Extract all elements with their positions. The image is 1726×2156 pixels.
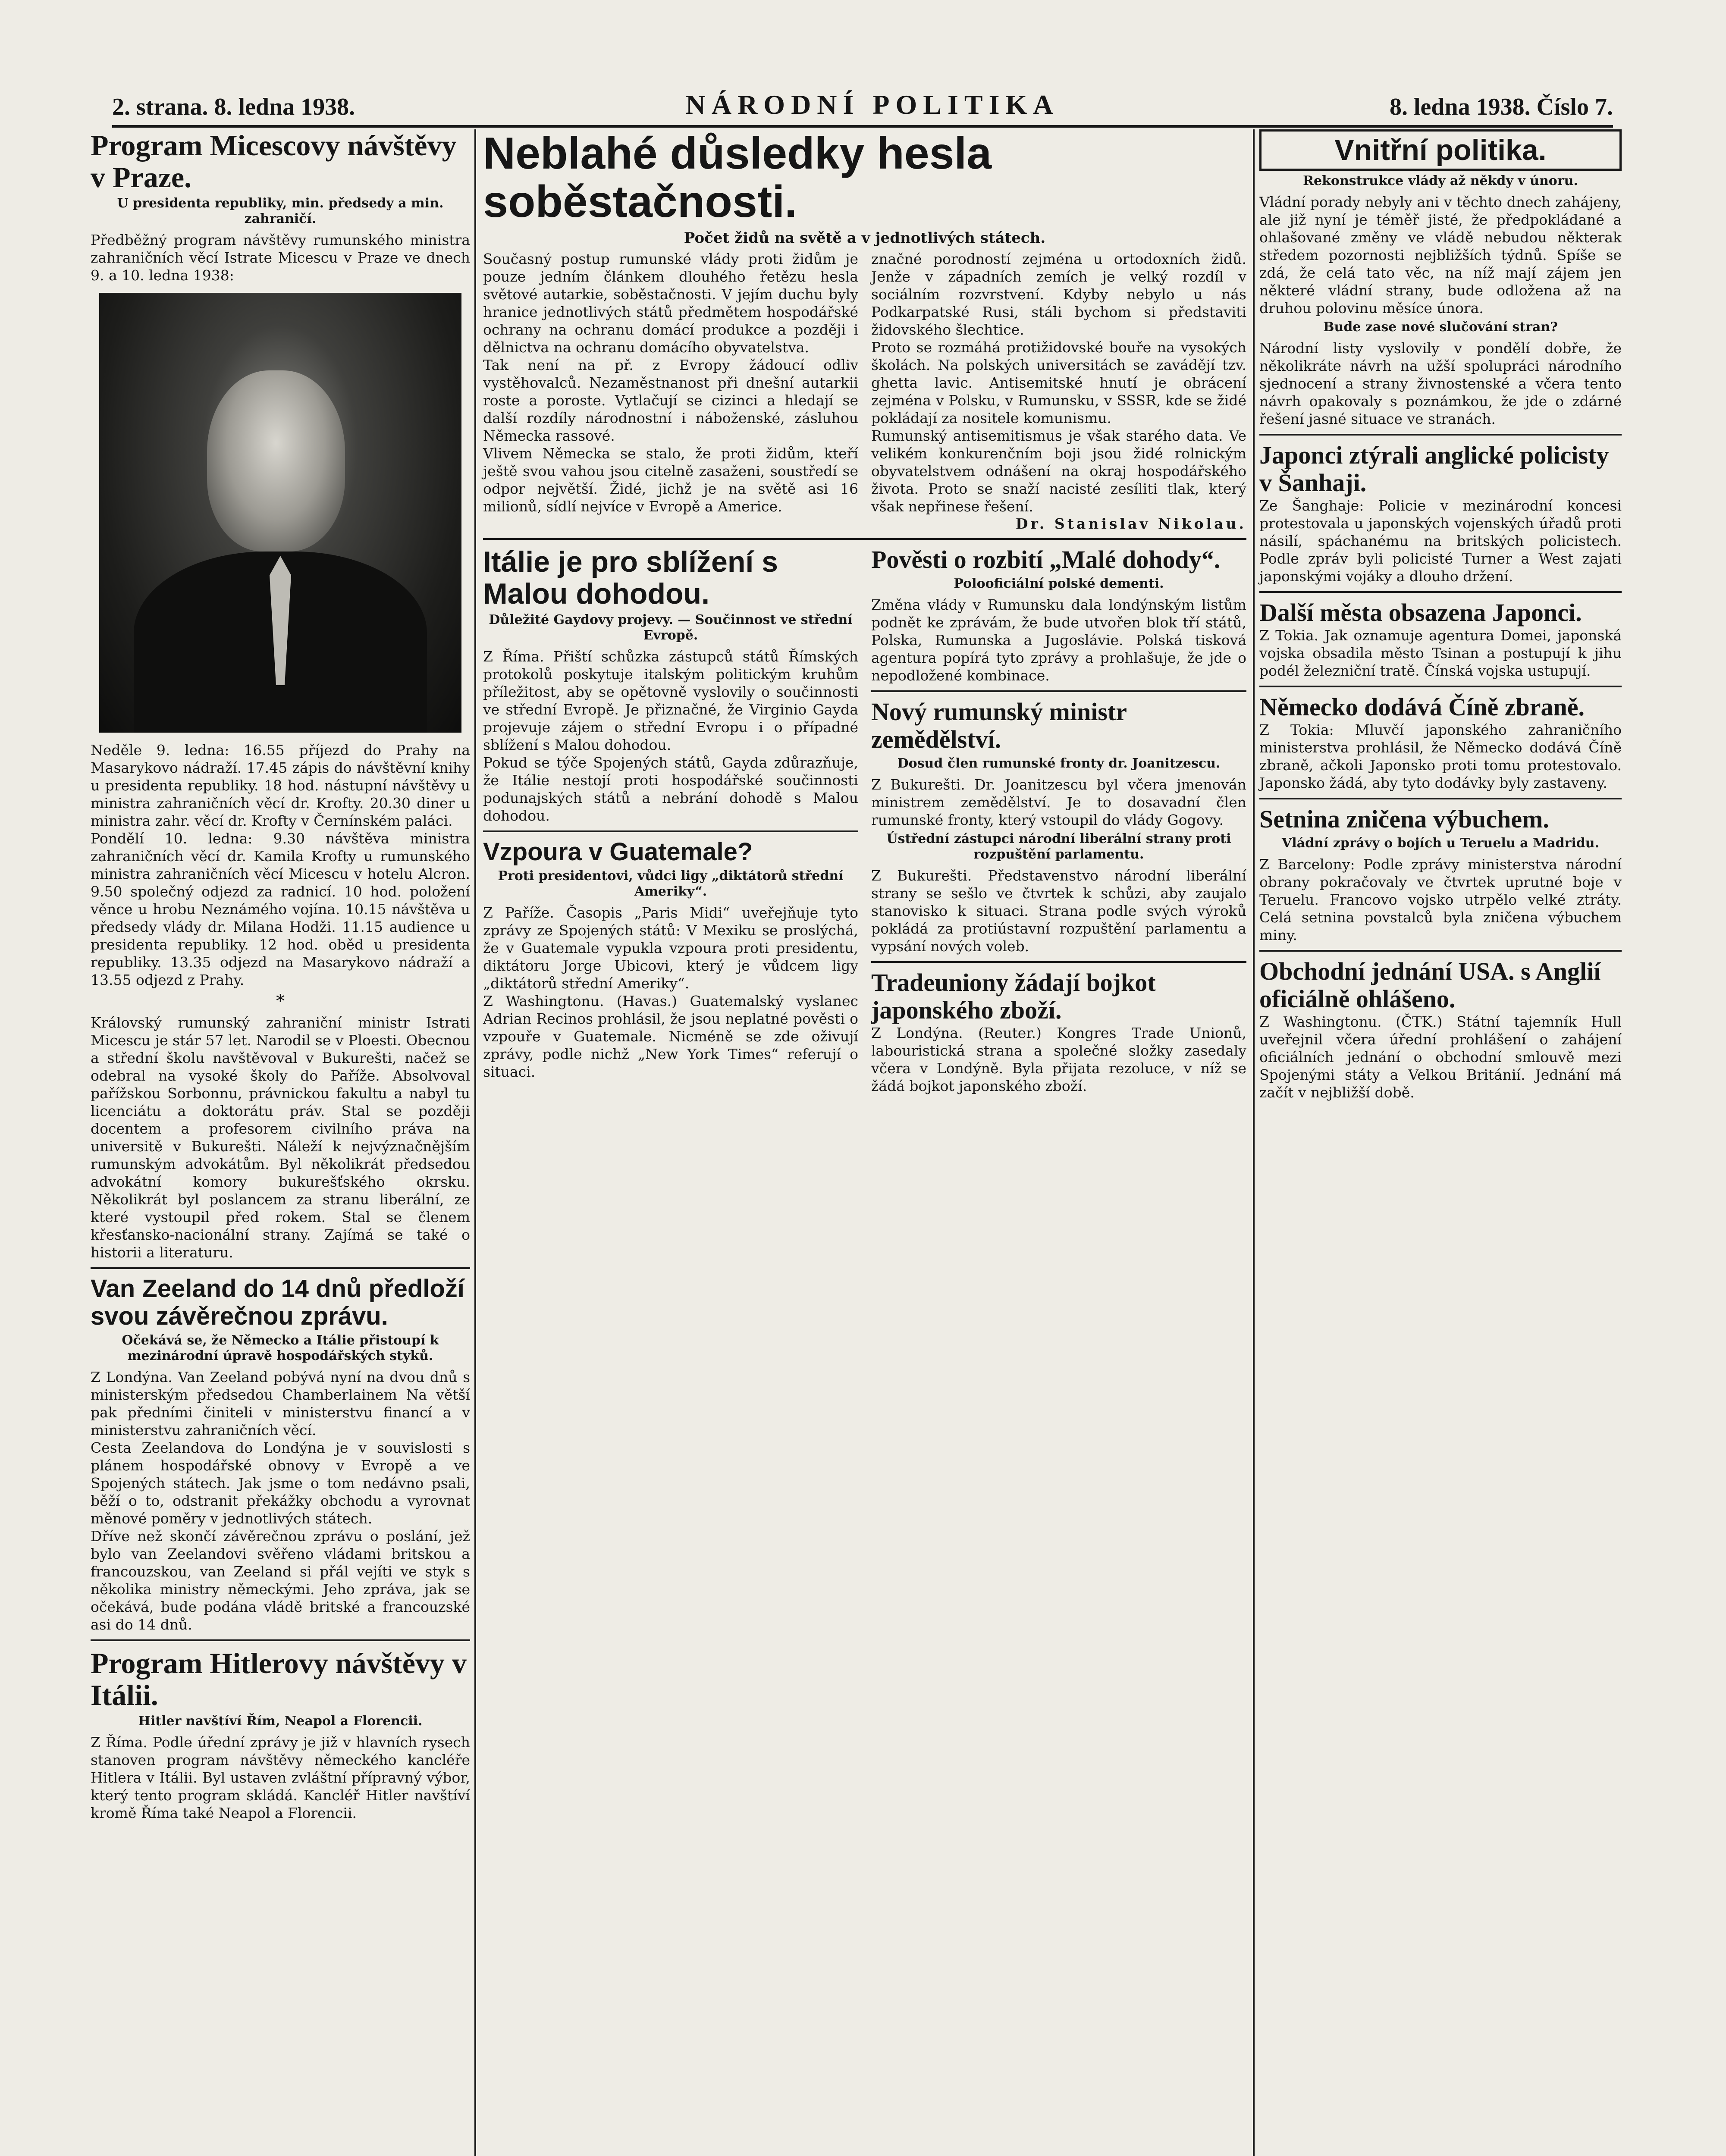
- divider: [871, 690, 1246, 692]
- article-paragraph: Pondělí 10. ledna: 9.30 návštěva ministra zahraničních věcí dr. Kamila Krofty u rumunského ministra zahraničních věcí Micescu v hotelu Alcron. 9.50 společný odjezd za radnicí. 10 hod. položení věnce u hrobu Neznámého vojína. 10.15 návštěva u předsedy vlády dr. Milana Hodži. 11.15 audience u presidenta republiky. 12 hod. oběd u presidenta republiky. 13.35 odjezd na Masarykovo nádraží a 13.55 odjezd z Prahy.: [91, 830, 470, 988]
- column-middle: [483, 129, 1246, 1095]
- article-subtitle: Důležité Gaydovy projevy. — Součinnost ve střední Evropě.: [489, 612, 853, 643]
- article-paragraph: Vládní porady nebyly ani v těchto dnech zahájeny, ale již nyní je téměř jisté, že předpokládané a ohlašované změny ve vládě nebudou některak středem pozornosti nejbližších týdnů. Spíše se zdá, že celá tato věc, na níž mají zájem jen některé vládní strany, bude odložena až na druhou polovinu měsíce února.: [1259, 194, 1622, 317]
- article-paragraph: Z Washingtonu. (ČTK.) Státní tajemník Hull uveřejnil včera úřední prohlášení o zahájení oficiálních jednání o obchodní smlouvě mezi Spojenými státy a Velkou Británií. Jednání má začít v nejbližší době.: [1259, 1013, 1622, 1101]
- column-left: [91, 129, 470, 1822]
- divider: [1259, 686, 1622, 687]
- divider: [1259, 950, 1622, 952]
- article-paragraph: Národní listy vyslovily v pondělí dobře, že několikráte návrh na užší spolupráci národního sjednocení a strany živnostenské a včera tento návrh opakovaly s poznámkou, že jde o zdárné řešení jasné situace ve stranách.: [1259, 340, 1622, 427]
- article-title: Itálie je pro sblížení s Malou dohodou.: [483, 545, 778, 610]
- article-paragraph: Z Bukurešti. Dr. Joanitzescu byl včera jmenován ministrem zemědělství. Je to dosavadní člen rumunské fronty, který vstoupil do vlády Gogovy.: [871, 776, 1246, 828]
- article-title: Vzpoura v Guatemale?: [483, 838, 753, 866]
- article-paragraph: Cesta Zeelandova do Londýna je v souvislosti s plánem hospodářské obnovy v Evropě a ve Spojených státech. Jak jsme o tom nedávno psali, běží o to, odstranit překážky obchodu a vyrovnat měnové poměry v jednotlivých státech.: [91, 1439, 470, 1527]
- article-paragraph: Z Londýna. (Reuter.) Kongres Trade Unionů, labouristická strana a společné složky zasedaly včera v Londýně. Byla přijata rezoluce, v níž se žádá bojkot japonského zboží.: [871, 1025, 1246, 1094]
- column-rule: [474, 129, 476, 2156]
- article-paragraph: Z Bukurešti. Představenstvo národní liberální strany se sešlo ve čtvrtek k schůzi, aby zaujalo stanovisko k situaci. Strana podle svých výroků pokládá za protiústavní rozpuštění parlamentu a vypsání nových voleb.: [871, 867, 1246, 955]
- article-title: Nový rumunský ministr zemědělství.: [871, 698, 1127, 753]
- divider: [483, 538, 1246, 540]
- main-article-body: [483, 250, 1246, 532]
- article-paragraph: Dříve než skončí závěrečnou zprávu o poslání, jež bylo van Zeelandovi svěřeno vládami britskou a francouzskou, van Zeeland si přál vejíti ve styk s několika ministry německými. Jeho zpráva, jak se očekává, bude podána vládě britské a francouzské asi do 14 dnů.: [91, 1528, 470, 1633]
- article-title: Německo dodává Číně zbraně.: [1259, 693, 1585, 721]
- divider: [483, 830, 858, 832]
- article-subtitle: Dosud člen rumunské fronty dr. Joanitzescu.: [897, 756, 1221, 771]
- article-lead: Předběžný program návštěvy rumunského ministra zahraničních věcí Istrate Micescu v Praze ve dnech 9. a 10. ledna 1938:: [91, 232, 470, 284]
- article-title: Obchodní jednání USA. s Anglií oficiálně ohlášeno.: [1259, 957, 1601, 1013]
- article-subtitle: Ústřední zástupci národní liberální strany proti rozpuštění parlamentu.: [886, 831, 1231, 862]
- article-paragraph: Z Tokia. Jak oznamuje agentura Domei, japonská vojska obsadila město Tsinan a postupují k jihu podél železniční tratě. Čínská vojska ustupují.: [1259, 627, 1622, 679]
- article-title: Další města obsazena Japonci.: [1259, 599, 1582, 627]
- main-article-column: [483, 250, 858, 532]
- article-subtitle: Rekonstrukce vlády až někdy v únoru.: [1303, 173, 1578, 188]
- article-title: Pověsti o rozbití „Malé dohody“.: [871, 545, 1221, 573]
- article-paragraph: Vlivem Německa se stalo, že proti židům, kteří ještě svou vahou jsou citelně zasaženi, soustředí se odpor největší. Židé, jichž je na světě asi 16 milionů, sídlí nejvíce v Evropě a Americe.: [483, 445, 858, 515]
- article-paragraph: Z Paříže. Časopis „Paris Midi“ uveřejňuje tyto zprávy ze Spojených států: V Mexiku se proslýchá, že v Guatemale vypukla vzpoura proti presidentu, diktátoru Jorge Ubicovi, který je vůdcem ligy „diktátorů střední Ameriky“.: [483, 904, 858, 992]
- article-title: Program Micescovy návštěvy v Praze.: [91, 129, 457, 194]
- article-subtitle: Hitler navštíví Řím, Neapol a Florencii.: [138, 1714, 423, 1729]
- article-paragraph: Z Říma. Podle úřední zprávy je již v hlavních rysech stanoven program návštěvy německého kancléře Hitlera v Itálii. Byl ustaven zvláštní přípravný výbor, který tento program skládá. Kancléř Hitler navštíví kromě Říma také Neapol a Florencii.: [91, 1734, 470, 1821]
- divider: [871, 961, 1246, 963]
- masthead-title: NÁRODNÍ POLITIKA: [685, 89, 1059, 120]
- column-right: [1259, 129, 1622, 1101]
- article-paragraph: Z Washingtonu. (Havas.) Guatemalský vyslanec Adrian Recinos prohlásil, že jsou neplatné pověsti o vzpouře v Guatemale. Nicméně se zde oživují zprávy, podle nichž „New York Times“ referují o situaci.: [483, 993, 858, 1080]
- masthead-page-date: 2. strana. 8. ledna 1938.: [112, 94, 355, 120]
- article-paragraph: Rumunský antisemitismus je však starého data. Ve velikém konkurenčním boji jsou židé rolnickým obyvatelstvem odnášení na okraj hospodářského života. Proto se snaží nacisté zesíliti tlak, který však nepřinese řešení.: [871, 427, 1246, 515]
- article-title: Setnina zničena výbuchem.: [1259, 805, 1549, 833]
- separator-star: *: [276, 991, 285, 1011]
- article-paragraph: Ze Šanghaje: Policie v mezinárodní koncesi protestovala u japonských vojenských úřadů proti násilí, spáchanému na britských policistech. Podle zpráv byli policisté Turner a West zajati japonskými vojáky a dlouho držení.: [1259, 497, 1622, 585]
- main-subheadline: Počet židů na světě a v jednotlivých státech.: [684, 229, 1046, 247]
- article-paragraph: Změna vlády v Rumunsku dala londýnským listům podnět ke zprávám, že bude utvořen blok tří států, Polska, Rumunska a Jugoslávie. Polská tisková agentura popírá tyto zprávy a prohlašuje, že jde o nepodložené kombinace.: [871, 596, 1246, 684]
- main-headline: Neblahé důsledky hesla soběstačnosti.: [483, 128, 992, 227]
- article-title: Program Hitlerovy návštěvy v Itálii.: [91, 1647, 467, 1711]
- article-paragraph: značné porodností zejména u ortodoxních židů. Jenže v západních zemích je velký rozdíl v sociálním rozvrstvení. Kdyby nebylo u nás Podkarpatské Rusi, stáli bychom si představiti židovského šlechtice.: [871, 251, 1246, 338]
- article-paragraph: Proto se rozmáhá protižidovské bouře na vysokých školách. Na polských universitách se zavádějí tzv. ghetta lavic. Antisemitské hnutí je obrácení zejména v Polsku, v Rumunsku, v SSSR, kde se židé pokládají za nositele komunismu.: [871, 339, 1246, 426]
- article-paragraph: Současný postup rumunské vlády proti židům je pouze jedním článkem dlouhého řetězu hesla světové autarkie, soběstačnosti. V jejím duchu byly hranice jednotlivých států předmětem hospodářské ochrany na ochranu domácí produkce a později i dělnictva na ochranu domácího obyvatelstva.: [483, 251, 858, 356]
- column-rule: [1253, 129, 1255, 2156]
- article-subtitle: Očekává se, že Německo a Itálie přistoupí k mezinárodní úpravě hospodářských styků.: [122, 1333, 439, 1363]
- article-paragraph: Královský rumunský zahraniční ministr Istrati Micescu je stár 57 let. Narodil se v Ploesti. Obecnou a střední školu navštěvoval v Bukurešti, načež se odebral na vysoké školy do Paříže. Absolvoval pařížskou Sorbonnu, právnickou fakultu a nabyl tu licenciátu a doktorátu práv. Stal se později docentem a profesorem civilního práva na universitě v Bukurešti. Náleží k nejvýznačnějším rumunským advokátům. Byl několikrát předsedou advokátní komory bukurešťského okrsku. Několikrát byl poslancem za stranu liberální, ze které vystoupil před rokem. Stal se členem křesťansko-nacionální strany. Zajímá se také o historii a literaturu.: [91, 1014, 470, 1261]
- article-subtitle: U presidenta republiky, min. předsedy a min. zahraničí.: [117, 196, 444, 226]
- lower-right-column: [871, 546, 1246, 1095]
- article-title: Van Zeeland do 14 dnů předloží svou závěrečnou zprávu.: [91, 1275, 464, 1330]
- article-paragraph: Z Tokia: Mluvčí japonského zahraničního ministerstva prohlásil, že Německo dodává Číně zbraně, ačkoli Japonsko proti tomu protestovalo. Japonsko žádá, aby tyto dodávky byly zastaveny.: [1259, 721, 1622, 791]
- article-paragraph: Tak není na př. z Evropy žádoucí odliv vystěhovalců. Nezaměstnanost při dnešní autarkii roste a poroste. Vytlačují se cizinci a hledají se další rozdíly národnostní i náboženské, zásluhou Německa rassové.: [483, 357, 858, 444]
- article-subtitle: Proti presidentovi, vůdci ligy „diktátorů střední Ameriky“.: [498, 868, 844, 899]
- article-paragraph: Z Londýna. Van Zeeland pobývá nyní na dvou dnů s ministerským předsedou Chamberlainem Na větší pak předními činiteli v ministerstvu financí a v ministerstvu zahraničních věcí.: [91, 1369, 470, 1438]
- section-box: [1259, 129, 1622, 171]
- masthead: [112, 86, 1613, 128]
- divider: [1259, 434, 1622, 436]
- lower-left-column: [483, 546, 858, 1095]
- article-subtitle: Polooficiální polské dementi.: [954, 576, 1164, 591]
- divider: [91, 1639, 470, 1641]
- lower-articles: [483, 546, 1246, 1095]
- article-subtitle: Vládní zprávy o bojích u Teruelu a Madridu.: [1281, 836, 1600, 851]
- article-paragraph: Z Barcelony: Podle zprávy ministerstva národní obrany pokračovaly ve čtvrtek uprutné boje v Teruelu. Francovo vojsko utrpělo velké ztráty. Celá setnina povstalců byla zničena výbuchem miny.: [1259, 856, 1622, 943]
- divider: [1259, 798, 1622, 799]
- section-title: Vnitřní politika.: [1334, 134, 1547, 166]
- divider: [91, 1267, 470, 1269]
- divider: [1259, 591, 1622, 593]
- article-paragraph: Z Říma. Přiští schůzka zástupců států Římských protokolů poskytuje italským politickým kruhům příležitost, aby se opětovně vyslovily o součinnosti ve střední Evropě. Je přiznačné, že Virginio Gayda projevuje zájem o střední Evropu i o případné sblížení s Malou dohodou.: [483, 648, 858, 753]
- portrait-photo: [99, 293, 461, 733]
- masthead-issue: 8. ledna 1938. Číslo 7.: [1389, 94, 1613, 120]
- article-signature: Dr. Stanislav Nikolau.: [1015, 515, 1246, 532]
- article-paragraph: Neděle 9. ledna: 16.55 příjezd do Prahy na Masarykovo nádraží. 17.45 zápis do návštěvní knihy u presidenta republiky. 18 hod. nástupní návštěvy u ministra zahraničních věcí dr. Krofty. 20.30 diner u ministra zahr. věcí dr. Krofty v Černínském paláci.: [91, 742, 470, 829]
- article-subtitle: Bude zase nové slučování stran?: [1323, 320, 1558, 335]
- main-article-column: [871, 250, 1246, 532]
- article-paragraph: Pokud se týče Spojených států, Gayda zdůrazňuje, že Itálie nestojí proti hospodářské součinnosti podunajských států a nebrání dohodě s Malou dohodou.: [483, 754, 858, 824]
- photo-face: [207, 370, 345, 552]
- article-title: Tradeuniony žádají bojkot japonského zboží.: [871, 968, 1156, 1024]
- article-title: Japonci ztýrali anglické policisty v Šanhaji.: [1259, 441, 1609, 497]
